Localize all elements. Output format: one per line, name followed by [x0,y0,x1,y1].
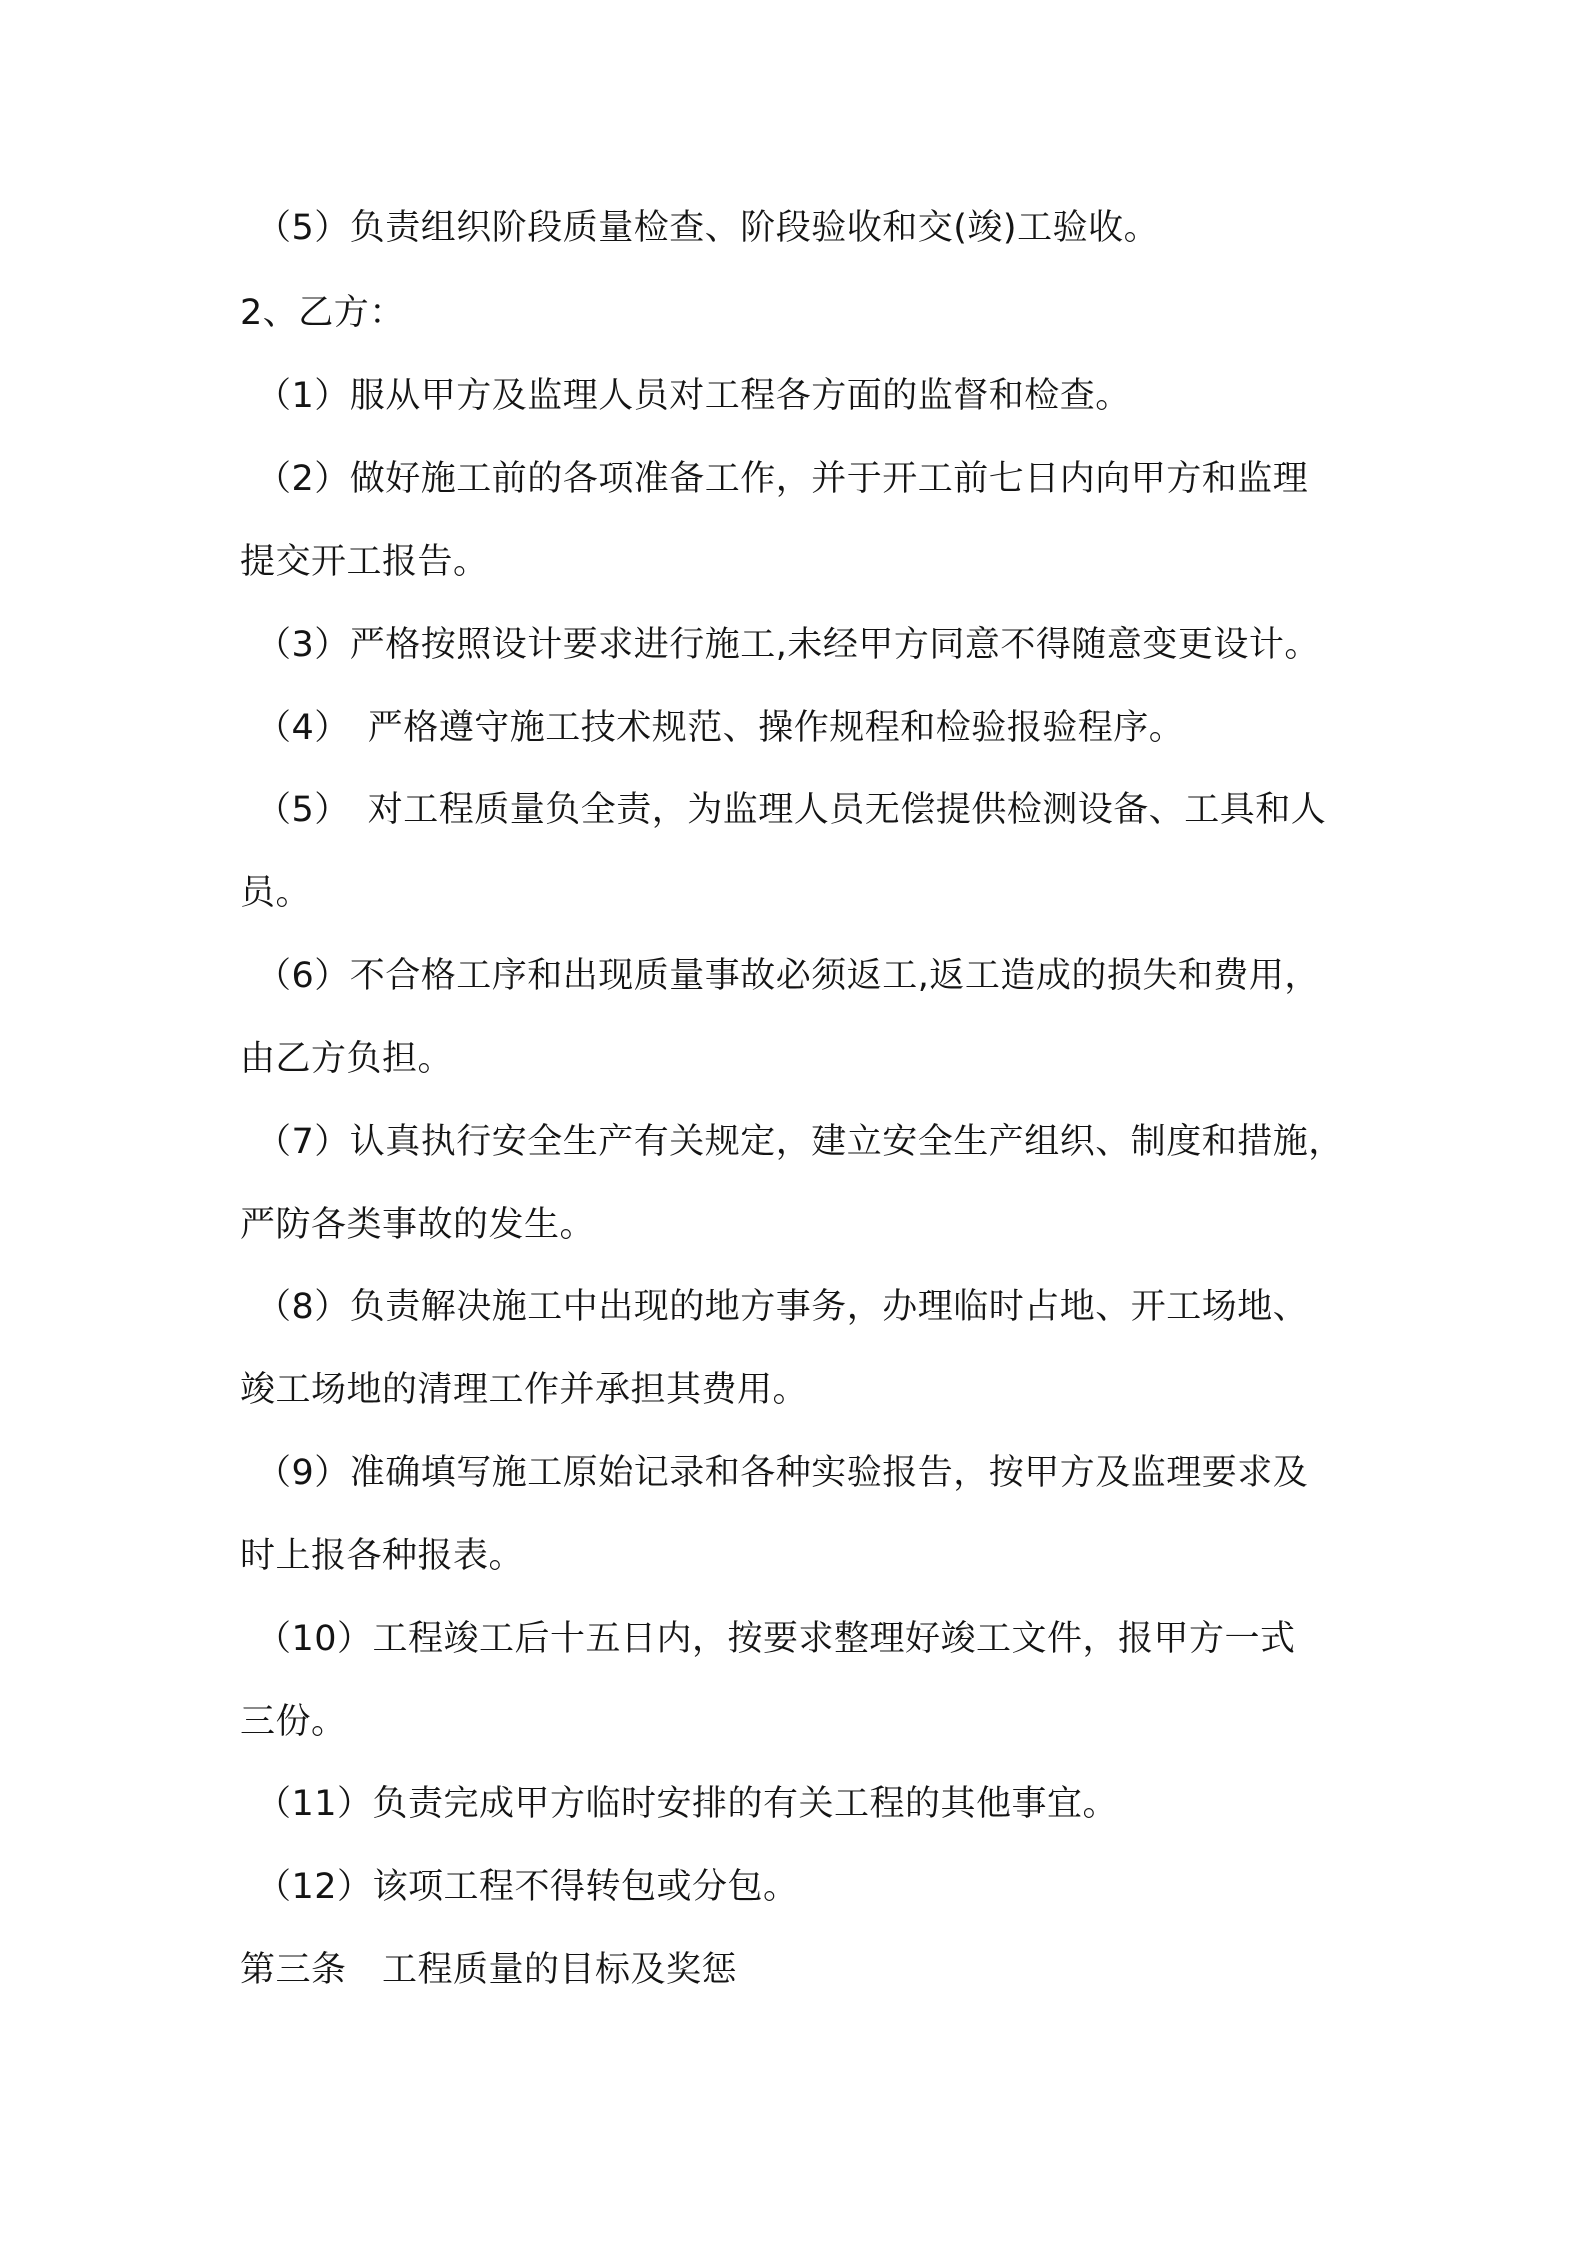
paragraph-line: 时上报各种报表。 [240,1536,525,1576]
paragraph-line: （4） 严格遵守施工技术规范、操作规程和检验报验程序。 [256,708,1185,748]
paragraph-line: （2）做好施工前的各项准备工作，并于开工前七日内向甲方和监理 [256,459,1309,499]
paragraph-line: 严防各类事故的发生。 [240,1205,596,1245]
paragraph-line: （8）负责解决施工中出现的地方事务，办理临时占地、开工场地、 [256,1287,1309,1327]
paragraph-line: 提交开工报告。 [240,542,489,582]
paragraph-line: （7）认真执行安全生产有关规定，建立安全生产组织、制度和措施， [256,1122,1344,1162]
paragraph-line: 三份。 [240,1702,347,1742]
paragraph-line: 竣工场地的清理工作并承担其费用。 [240,1370,809,1410]
paragraph-line: （5） 对工程质量负全责，为监理人员无偿提供检测设备、工具和人 [256,790,1327,830]
section-heading: 2、乙方： [240,293,405,333]
article-heading: 第三条 工程质量的目标及奖惩 [240,1950,738,1990]
paragraph-line: （10）工程竣工后十五日内，按要求整理好竣工文件，报甲方一式 [256,1619,1296,1659]
paragraph-line: （11）负责完成甲方临时安排的有关工程的其他事宜。 [256,1784,1119,1824]
paragraph-line: （9）准确填写施工原始记录和各种实验报告，按甲方及监理要求及 [256,1453,1309,1493]
paragraph-line: （12）该项工程不得转包或分包。 [256,1867,799,1907]
paragraph-line: （1）服从甲方及监理人员对工程各方面的监督和检查。 [256,376,1131,416]
paragraph-line: （6）不合格工序和出现质量事故必须返工,返工造成的损失和费用， [256,956,1320,996]
paragraph-line: 员。 [240,873,312,913]
paragraph-line: 由乙方负担。 [240,1039,454,1079]
paragraph-line: （5）负责组织阶段质量检查、阶段验收和交(竣)工验收。 [256,208,1160,248]
paragraph-line: （3）严格按照设计要求进行施工,未经甲方同意不得随意变更设计。 [256,625,1320,665]
